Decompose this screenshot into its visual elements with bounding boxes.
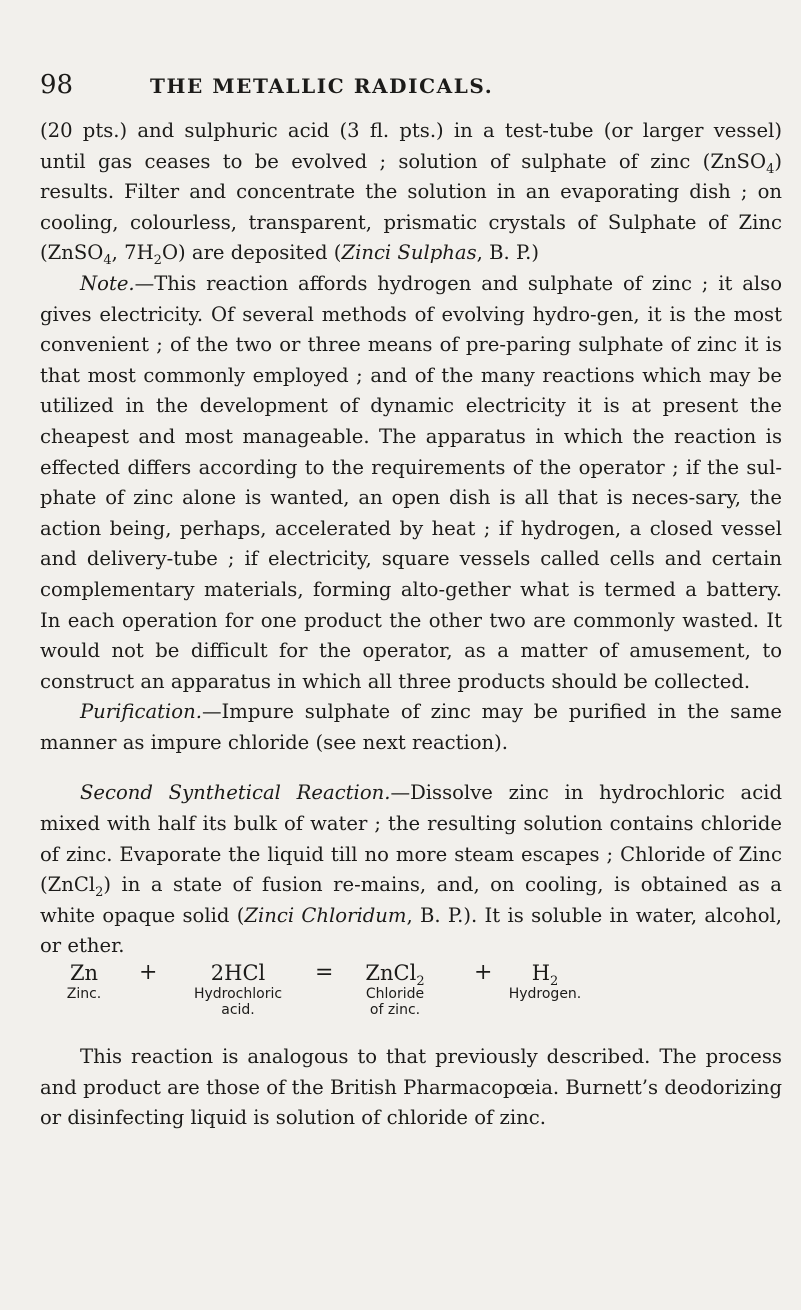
purification-label: Purification. — [80, 700, 202, 724]
paragraph-continuation — [40, 116, 782, 269]
page-number: 98 — [40, 70, 74, 100]
paragraph-analogous — [40, 1042, 782, 1134]
text-span: —Dissolve zinc in hydrochloric acid mixed with half its bulk of water ; the resulting solution contains chloride of zinc. Evaporate the liquid till no more steam escapes ; Chloride of Zinc (ZnCl — [40, 781, 782, 897]
equation-term-hydrochloric-acid — [178, 960, 298, 1018]
term-label: Zinc. — [66, 986, 102, 1003]
equation-term-zinc — [40, 960, 128, 1002]
paragraph-note — [40, 269, 782, 697]
page-header — [40, 70, 800, 106]
term-label: acid. — [221, 1002, 255, 1019]
formula-text: H — [531, 961, 551, 986]
text-span: (20 pts.) and sulphuric acid (3 fl. pts.) in a test-tube (or larger vessel) until gas ceases to be evolved ; solution of sulphate of zinc (ZnSO — [40, 119, 782, 173]
subscript: 4 — [766, 161, 775, 177]
term-formula: Zn — [69, 961, 99, 986]
term-formula — [495, 960, 595, 990]
equation-term-zinc-chloride — [340, 960, 450, 1018]
chemical-equation — [40, 960, 782, 1026]
term-label: of zinc. — [369, 1002, 421, 1019]
subscript: 2 — [550, 974, 559, 990]
paragraph-second-reaction — [40, 778, 782, 962]
subscript: 4 — [103, 253, 112, 269]
latin-name: Zinci Chloridum — [244, 903, 407, 927]
paragraph-gap — [40, 758, 782, 778]
text-span: —This reaction affords hydrogen and sulphate of zinc ; it also gives electricity. Of several methods of evolving hydro-gen, it is the most convenient ; of the two or three means of pre-paring sulphate of zinc it is that most commonly employed ; and of the many reactions which may be utilized in the development of dynamic electricity it is at present the cheapest and most manageable. The apparatus in which the reaction is effected differs according to the requirements of the operator ; if the sul-phate of zinc alone is wanted, an open dish is all that is neces-sary, the action being, perhaps, accelerated by heat ; if hydrogen, a closed vessel and delivery-tube ; if electricity, square vessels called cells and certain complementary materials, forming alto-gether what is termed a battery. In each operation for one product the other two are commonly wasted. It would not be difficult for the operator, as a matter of amusement, to construct an apparatus in which all three products should be collected. — [40, 271, 782, 693]
equals-sign: = — [315, 960, 334, 986]
running-head: THE METALLIC RADICALS. — [150, 74, 494, 98]
text-span: , B. P.). It is soluble in water, alcohol, or ether. — [40, 903, 782, 958]
text-span: O) are deposited ( — [161, 241, 342, 265]
subscript: 2 — [416, 974, 425, 990]
equation-term-hydrogen — [495, 960, 595, 1002]
reaction-label: Second Synthetical Reaction. — [80, 781, 391, 805]
text-span: —Impure sulphate of zinc may be purified in the same manner as impure chloride (see next reaction). — [40, 700, 782, 754]
text-span: ) in a state of fusion re-mains, and, on cooling, is obtained as a white opaque solid ( — [40, 873, 782, 927]
text-span: This reaction is analogous to that previously described. The process and product are those of the British Pharmacopœia. Burnett’s deodorizing or disinfecting liquid is solution of chloride of zinc. — [40, 1045, 782, 1130]
plus-sign: + — [139, 960, 158, 986]
latin-name: Zinci Sulphas — [341, 241, 477, 265]
body-text — [40, 116, 782, 1134]
formula-text: ZnCl — [365, 961, 417, 986]
term-formula — [340, 960, 450, 990]
text-span: ) results. Filter and concentrate the solution in an evaporating dish ; on cooling, colourless, transparent, prismatic crystals of Sulphate of Zinc (ZnSO — [40, 149, 782, 265]
text-span: , 7H — [111, 241, 154, 265]
subscript: 2 — [153, 253, 162, 269]
note-label: Note. — [80, 271, 135, 295]
paragraph-purification — [40, 697, 782, 758]
term-label: Hydrochloric — [193, 986, 283, 1003]
term-formula: 2HCl — [210, 961, 266, 986]
text-span: , B. P.) — [476, 241, 540, 265]
term-label: Chloride — [365, 986, 425, 1003]
plus-sign: + — [474, 960, 493, 986]
subscript: 2 — [95, 885, 104, 901]
term-label: Hydrogen. — [508, 986, 582, 1003]
